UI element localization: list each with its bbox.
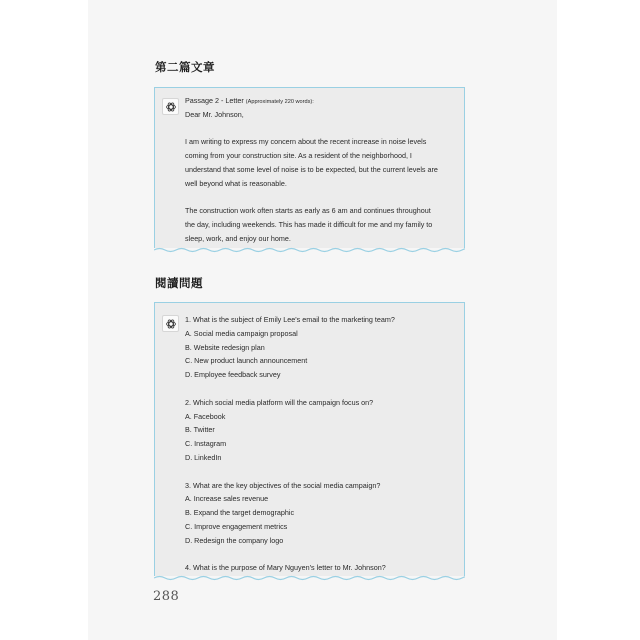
option-text: B. Twitter: [185, 425, 215, 435]
passage-greeting: Dear Mr. Johnson,: [185, 109, 244, 119]
option-text: A. Increase sales revenue: [185, 494, 269, 504]
option-text: D. Employee feedback survey: [185, 370, 281, 380]
questions-content: [185, 313, 454, 575]
option-text: A. Social media campaign proposal: [185, 328, 298, 338]
option-text: B. Website redesign plan: [185, 342, 265, 352]
passage-line: the day, including weekends. This has made it difficult for me and my family to: [185, 220, 433, 230]
passage-line: The construction work often starts as early as 6 am and continues throughout: [185, 206, 431, 216]
passage-box: [154, 87, 465, 248]
question-text: 2. Which social media platform will the campaign focus on?: [185, 397, 374, 407]
chatgpt-logo-icon: [162, 315, 179, 332]
option-text: C. New product launch announcement: [185, 356, 308, 366]
option-text: A. Facebook: [185, 411, 226, 421]
passage-title-text: Passage 2 - Letter: [185, 96, 244, 105]
option-text: D. Redesign the company logo: [185, 535, 284, 545]
section-heading-questions: 閱讀問題: [155, 276, 203, 290]
page-number: 288: [153, 589, 180, 604]
question-text: 4. What is the purpose of Mary Nguyen's letter to Mr. Johnson?: [185, 563, 386, 573]
passage-line: I am writing to express my concern about the recent increase in noise levels: [185, 137, 427, 147]
option-text: C. Instagram: [185, 439, 227, 449]
passage-line: sleep, work, and enjoy our home.: [185, 233, 291, 243]
passage-line: well beyond what is reasonable.: [185, 178, 287, 188]
chatgpt-logo-icon: [162, 98, 179, 115]
passage-content: [185, 94, 454, 246]
option-text: D. LinkedIn: [185, 452, 222, 462]
wavy-border: [154, 575, 465, 584]
question-text: 1. What is the subject of Emily Lee's email to the marketing team?: [185, 315, 395, 324]
passage-title-note: (Approximately 220 words):: [245, 99, 314, 105]
passage-title: [185, 94, 454, 108]
questions-box: [154, 302, 465, 576]
section-heading-article: 第二篇文章: [155, 60, 215, 74]
option-text: B. Expand the target demographic: [185, 508, 295, 518]
passage-line: understand that some level of noise is to be expected, but the current levels are: [185, 164, 438, 174]
question-text: 3. What are the key objectives of the social media campaign?: [185, 480, 381, 490]
passage-line: coming from your construction site. As a resident of the neighborhood, I: [185, 151, 412, 161]
option-text: C. Improve engagement metrics: [185, 521, 288, 531]
wavy-border: [154, 247, 465, 256]
